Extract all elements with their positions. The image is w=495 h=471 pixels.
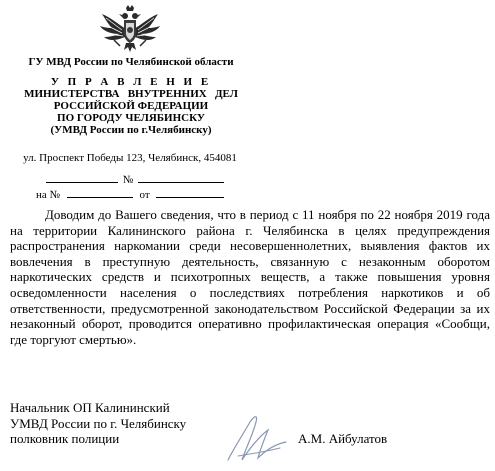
outgoing-number-line	[46, 172, 224, 187]
outgoing-date-blank	[46, 172, 118, 183]
organization-address: ул. Проспект Победы 123, Челябинск, 454081	[23, 152, 237, 164]
reply-number-blank	[67, 187, 133, 198]
parent-organization: ГУ МВД России по Челябинской области	[28, 56, 234, 68]
handwritten-signature-icon	[220, 408, 300, 468]
signatory-position-line-1: Начальник ОП Калининский	[10, 400, 170, 415]
outgoing-number-blank	[138, 172, 224, 183]
directorate-line-3: ПО ГОРОДУ ЧЕЛЯБИНСКУ	[57, 112, 205, 124]
directorate-line-2: РОССИЙСКОЙ ФЕДЕРАЦИИ	[53, 100, 209, 112]
directorate-abbreviation: (УМВД России по г.Челябинску)	[50, 124, 212, 136]
signatory-position-line-2: УМВД России по г. Челябинску	[10, 415, 187, 431]
signatory-rank: полковник полиции	[10, 431, 120, 446]
signatory-name: А.М. Айбулатов	[298, 431, 388, 446]
reply-reference-line	[36, 187, 224, 202]
directorate-title: У П Р А В Л Е Н И Е	[50, 76, 212, 88]
reply-number-label: на №	[36, 189, 61, 201]
letter-body-paragraph: Доводим до Вашего сведения, что в период с 11 ноября по 22 ноября 2019 года на территории Калининского района г. Челябинска в целях предупреждения распространения наркомании среди несовершеннолетних, выявления фактов их вовлечения в преступную деятельность, связанную с незаконным оборотом наркотических средств и психотропных веществ, а также повышения уровня осведомленности населения о последствиях потребления наркотиков и об ответственности, предусмотренной законодательством Российской Федерации за их незаконный оборот, проводится оперативно профилактическая операция «Сообщи, где торгуют смертью».	[10, 207, 490, 347]
reply-date-label: от	[139, 189, 150, 201]
letterhead	[0, 56, 262, 136]
number-sign: №	[122, 174, 134, 186]
directorate-line-1: МИНИСТЕРСТВА ВНУТРЕННИХ ДЕЛ	[24, 88, 238, 100]
reply-date-blank	[156, 187, 224, 198]
mvd-emblem-icon	[98, 4, 162, 54]
signatory-position	[10, 400, 186, 447]
